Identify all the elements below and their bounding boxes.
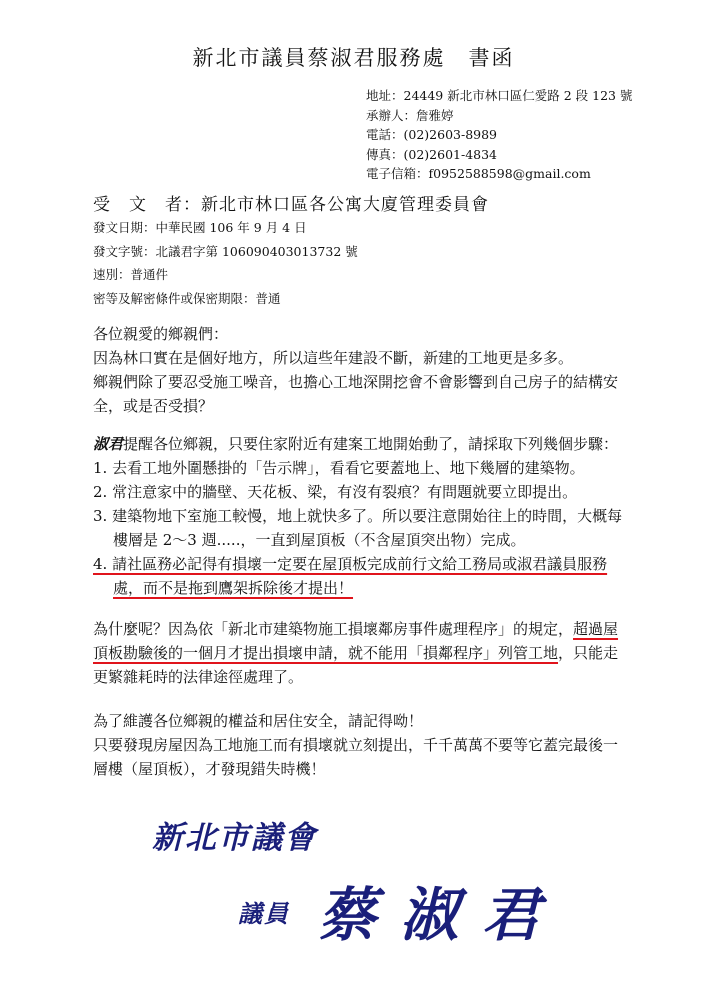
- intro-line: 全，或是否受損？: [93, 397, 214, 415]
- step-item: 1. 去看工地外圍懸掛的「告示牌」，看看它要蓋地上、地下幾層的建築物。: [93, 459, 585, 477]
- step-item: 3. 建築物地下室施工較慢，地上就快多了。所以要注意開始往上的時間，大概每: [93, 507, 623, 525]
- meta-date: 發文日期：中華民國 106 年 9 月 4 日: [93, 220, 307, 235]
- reason-highlight: 頂板勘驗後的一個月才提出損壞申請，就不能用「損鄰程序」列管工地: [93, 644, 559, 662]
- highlighted-text: 處，而不是拖到鷹架拆除後才提出！: [113, 579, 354, 597]
- contact-email: 電子信箱：f0952588598@gmail.com: [366, 166, 591, 181]
- reason-line: [93, 617, 633, 641]
- meta-speed: 速別：普通件: [93, 267, 169, 282]
- closing-line: 層樓（屋頂板），才發現錯失時機！: [93, 760, 326, 778]
- signature-council: 新北市議會: [152, 820, 317, 856]
- reason-text: ，只能走: [558, 644, 619, 662]
- contact-phone: 電話：(02)2603-8989: [366, 127, 498, 142]
- reason-line: [93, 641, 633, 665]
- contact-block: [366, 86, 632, 184]
- reason-text: 為什麼呢？因為依「新北市建築物施工損壞鄰房事件處理程序」的規定，: [93, 620, 574, 638]
- reason-highlight: 超過屋: [573, 620, 619, 638]
- intro-line: 各位親愛的鄉親們：: [93, 325, 229, 343]
- contact-handler: 承辦人：詹雅婷: [366, 107, 454, 123]
- step-item-continued: 樓層是 2～3 週.....，一直到屋頂板（不含屋頂突出物）完成。: [113, 531, 526, 549]
- signature-member-name: 蔡淑君: [318, 881, 565, 949]
- intro-line: 因為林口實在是個好地方，所以這些年建設不斷，新建的工地更是多多。: [93, 349, 574, 367]
- signature-member-label: 議員: [238, 899, 290, 928]
- contact-fax: 傳真：(02)2601-4834: [366, 146, 498, 162]
- reason-line: 更繁雜耗時的法律途徑處理了。: [93, 668, 304, 686]
- meta-doc-number: 發文字號：北議君字第 106090403013732 號: [93, 243, 358, 259]
- paragraph-intro: [93, 322, 633, 418]
- document-title: 新北市議員蔡淑君服務處 書函: [192, 46, 515, 70]
- closing-line: 為了維護各位鄉親的權益和居住安全，請記得呦！: [93, 712, 424, 730]
- paragraph-steps: [93, 432, 633, 600]
- meta-security: 密等及解密條件或保密期限：普通: [93, 290, 281, 306]
- steps-lead-text: 提醒各位鄉親，只要住家附近有建案工地開始動了，請採取下列幾個步驟：: [123, 435, 619, 453]
- paragraph-reason: [93, 617, 633, 689]
- step-item-highlighted: 4. 請社區務必記得有損壞一定要在屋頂板完成前行文給工務局或淑君議員服務: [93, 555, 608, 573]
- recipient-line: 受 文 者：新北市林口區各公寓大廈管理委員會: [93, 195, 489, 215]
- paragraph-closing: [93, 709, 633, 781]
- meta-block: [93, 216, 358, 310]
- step-item: 2. 常注意家中的牆壁、天花板、梁，有沒有裂痕？有問題就要立即提出。: [93, 483, 578, 501]
- steps-lead-name: 淑君: [93, 435, 124, 453]
- step-item-highlighted-continued: [93, 576, 633, 600]
- contact-address: 地址：24449 新北市林口區仁愛路 2 段 123 號: [366, 88, 633, 103]
- intro-line: 鄉親們除了要忍受施工噪音，也擔心工地深開挖會不會影響到自己房子的結構安: [93, 373, 619, 391]
- closing-line: 只要發現房屋因為工地施工而有損壞就立刻提出，千千萬萬不要等它蓋完最後一: [93, 736, 619, 754]
- steps-lead: [93, 432, 633, 456]
